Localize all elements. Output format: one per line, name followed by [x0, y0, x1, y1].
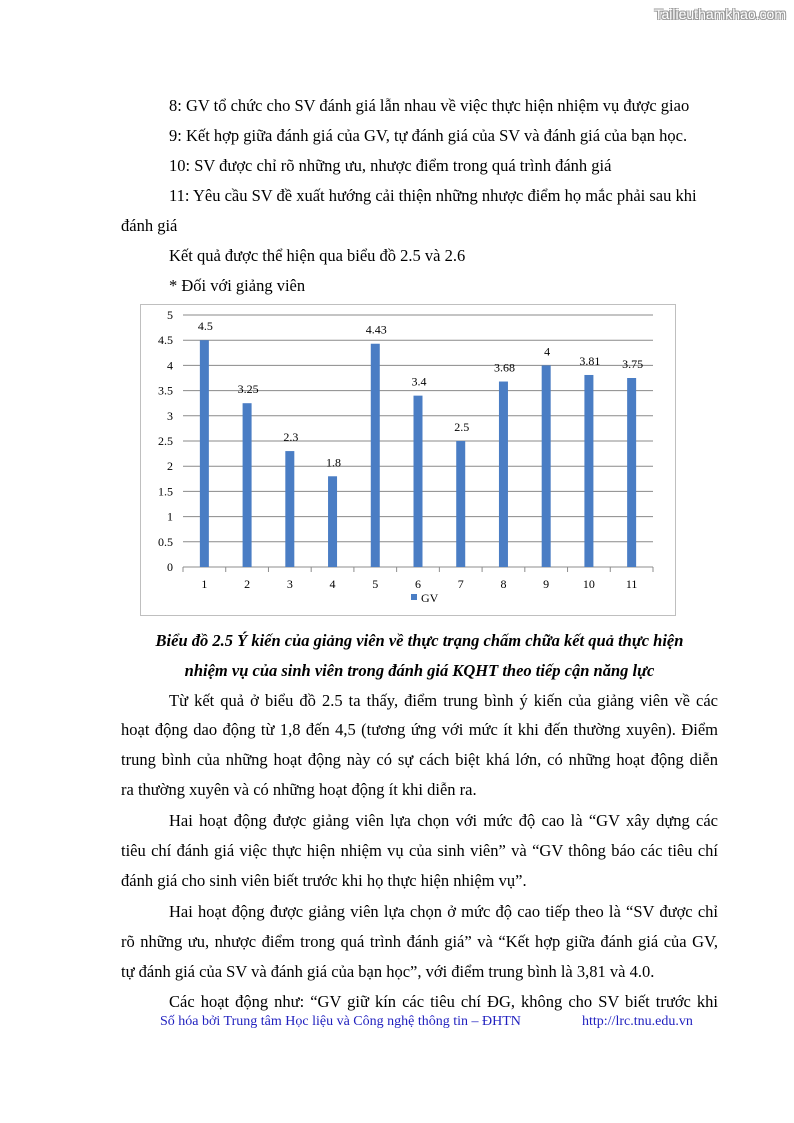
footer-source: Số hóa bởi Trung tâm Học liệu và Công nghệ thông tin – ĐHTN	[160, 1014, 521, 1029]
chart-caption-line-1: Biểu đồ 2.5 Ý kiến của giảng viên về thực trạng chấm chữa kết quả thực hiện	[155, 631, 684, 650]
x-tick-label: 3	[286, 577, 293, 591]
paragraph-1-line-3: trung bình của những hoạt động này có sự cách biệt khá lớn, có những hoạt động diễn	[121, 750, 718, 769]
data-label: 3.75	[622, 357, 644, 371]
data-label: 3.4	[411, 374, 427, 389]
y-tick-label: 5	[167, 308, 173, 322]
data-label: 3.81	[579, 353, 601, 368]
data-label: 2.5	[454, 420, 470, 434]
y-tick-label: 3.5	[158, 383, 173, 398]
list-item-10: 10: SV được chỉ rõ những ưu, nhược điểm trong quá trình đánh giá	[169, 156, 612, 175]
watermark: Tailieuthamkhao.com	[654, 6, 786, 22]
x-tick-label: 2	[244, 577, 251, 591]
data-label: 4.5	[197, 319, 213, 334]
x-tick-label: 7	[457, 577, 464, 591]
bar	[499, 382, 508, 567]
data-label: 3.25	[237, 382, 259, 397]
paragraph-1-line-2: hoạt động dao động từ 1,8 đến 4,5 (tương ứng với mức ít khi đến thường xuyên). Điểm	[121, 720, 718, 739]
bar	[328, 476, 337, 567]
chart-caption-line-2: nhiệm vụ của sinh viên trong đánh giá KQHT theo tiếp cận năng lực	[184, 661, 655, 680]
y-tick-label: 0.5	[158, 534, 173, 549]
bar	[627, 378, 636, 567]
bar-chart	[141, 305, 675, 615]
x-tick-label: 4	[329, 577, 336, 591]
section-lecturers: * Đối với giảng viên	[169, 276, 306, 295]
x-tick-label: 8	[500, 577, 507, 591]
chart-frame	[140, 304, 676, 616]
x-tick-label: 1	[201, 577, 208, 591]
bar	[285, 451, 294, 567]
y-tick-label: 2	[167, 459, 173, 474]
bar	[243, 403, 252, 567]
y-tick-label: 4	[167, 358, 173, 373]
y-tick-label: 2.5	[158, 434, 173, 448]
x-tick-label: 11	[625, 577, 638, 591]
x-tick-label: 6	[415, 577, 421, 591]
bar	[542, 365, 551, 567]
paragraph-1-line-1: Từ kết quả ở biểu đồ 2.5 ta thấy, điểm trung bình ý kiến của giảng viên về các	[169, 691, 718, 710]
data-label: 2.3	[283, 430, 299, 445]
bar	[414, 396, 423, 567]
paragraph-3-line-1: Hai hoạt động được giảng viên lựa chọn ở mức độ cao tiếp theo là “SV được chỉ	[169, 902, 718, 921]
footer-link[interactable]: http://lrc.tnu.edu.vn	[582, 1014, 693, 1029]
result-intro: Kết quả được thể hiện qua biểu đồ 2.5 và 2.6	[169, 246, 466, 265]
list-item-11-cont: đánh giá	[121, 216, 178, 235]
paragraph-2-line-3: đánh giá cho sinh viên biết trước khi họ thực hiện nhiệm vụ”.	[121, 871, 527, 890]
paragraph-3-line-2: rõ những ưu, nhược điểm trong quá trình đánh giá” và “Kết hợp giữa đánh giá của GV,	[121, 932, 718, 951]
y-tick-label: 0	[167, 560, 173, 574]
paragraph-2-line-2: tiêu chí đánh giá việc thực hiện nhiệm vụ của sinh viên” và “GV thông báo các tiêu chí	[121, 841, 718, 860]
list-item-11: 11: Yêu cầu SV đề xuất hướng cải thiện những nhược điểm họ mắc phải sau khi	[169, 186, 697, 205]
bar	[371, 344, 380, 567]
legend-swatch	[411, 594, 417, 600]
x-tick-label: 5	[372, 577, 379, 591]
list-item-8: 8: GV tổ chức cho SV đánh giá lẫn nhau về việc thực hiện nhiệm vụ được giao	[169, 96, 690, 115]
data-label: 1.8	[326, 455, 342, 470]
data-label: 4	[544, 344, 551, 359]
x-tick-label: 9	[543, 577, 550, 591]
list-item-9: 9: Kết hợp giữa đánh giá của GV, tự đánh giá của SV và đánh giá của bạn học.	[169, 126, 688, 145]
paragraph-4-line-1: Các hoạt động như: “GV giữ kín các tiêu chí ĐG, không cho SV biết trước khi	[169, 992, 718, 1011]
data-label: 3.68	[493, 360, 515, 375]
y-tick-label: 4.5	[158, 333, 173, 348]
bar	[584, 375, 593, 567]
bar	[200, 340, 209, 567]
legend-label: GV	[421, 591, 439, 605]
y-tick-label: 1	[167, 509, 173, 524]
y-tick-label: 3	[167, 408, 173, 423]
x-tick-label: 10	[582, 577, 595, 591]
data-label: 4.43	[365, 322, 387, 337]
bar	[456, 441, 465, 567]
y-tick-label: 1.5	[158, 484, 173, 499]
paragraph-1-line-4: ra thường xuyên và có những hoạt động ít khi diễn ra.	[121, 780, 477, 799]
paragraph-3-line-3: tự đánh giá của SV và đánh giá của bạn học”, với điểm trung bình là 3,81 và 4.0.	[121, 962, 655, 981]
paragraph-2-line-1: Hai hoạt động được giảng viên lựa chọn với mức độ cao là “GV xây dựng các	[169, 811, 718, 830]
